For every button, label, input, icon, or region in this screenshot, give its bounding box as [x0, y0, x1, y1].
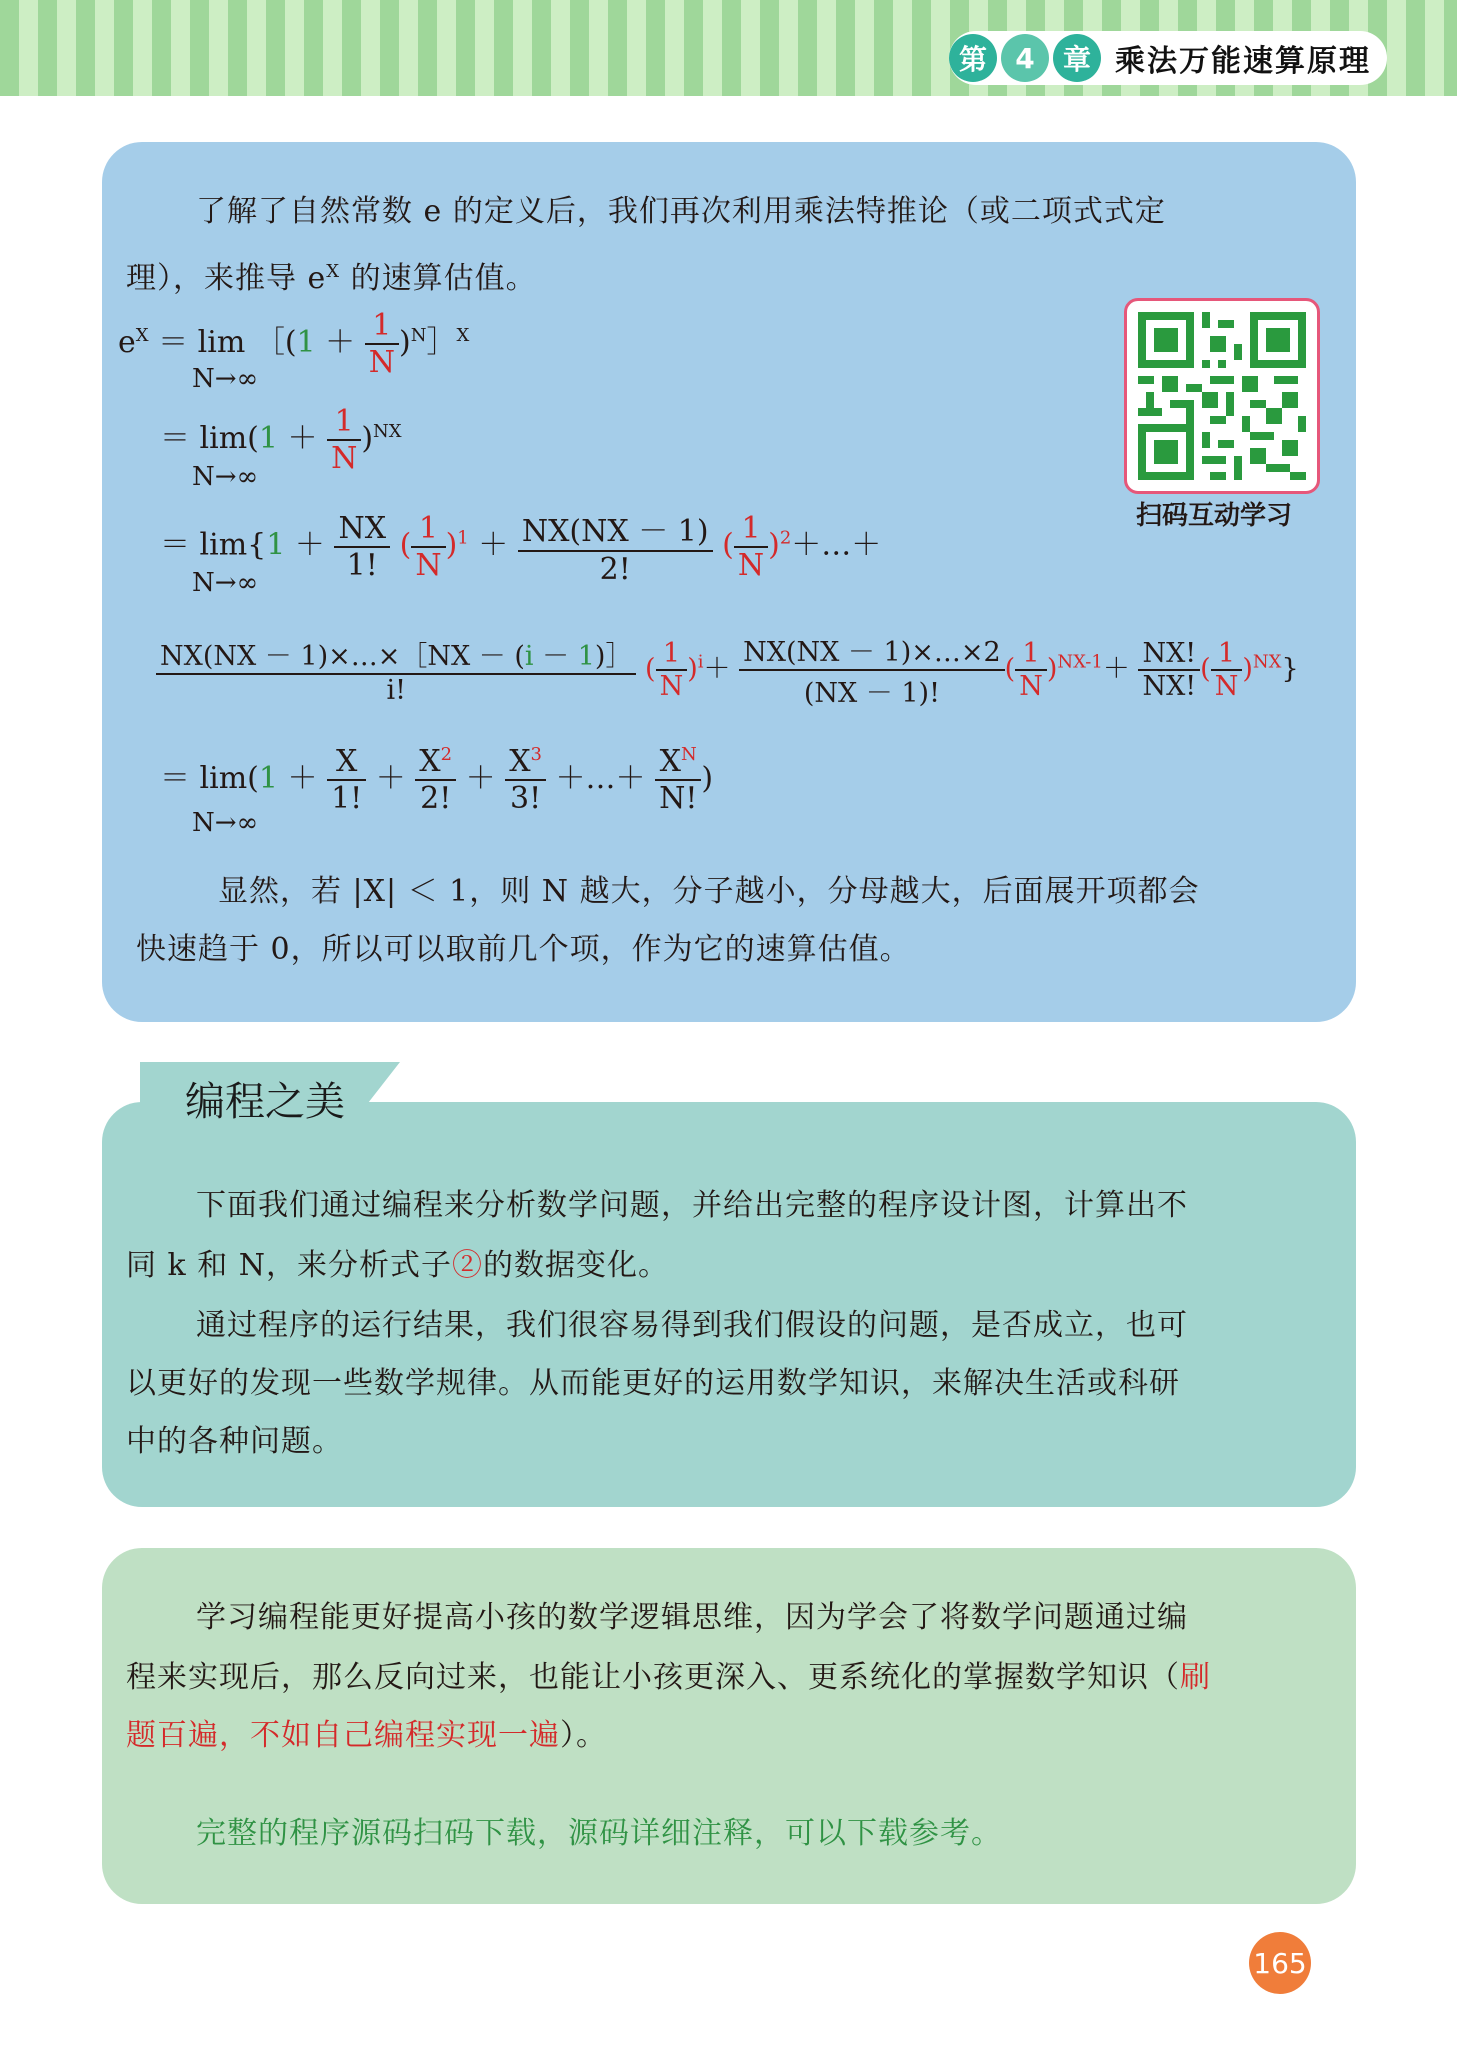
- lim-sub-1: N→∞: [192, 364, 259, 394]
- programming-tab-title: 编程之美: [185, 1079, 345, 1125]
- formula-ref-mark: ②: [452, 1248, 484, 1283]
- learning-text-a: 程来实现后，那么反向过来，也能让小孩更深入、更系统化的掌握数学知识（: [126, 1660, 1180, 1695]
- learning-text-b: ）。: [560, 1718, 607, 1753]
- formula-line-1: $e^X = \lim$ ［(1 ＋ $\frac{1}{N}$ )$^N$］$^X$: [118, 308, 470, 380]
- programming-p1-line2: [126, 1236, 669, 1296]
- learning-red-a: 刷: [1180, 1660, 1211, 1695]
- intro-text-a: 理），来推导 e: [126, 261, 327, 296]
- conclusion-line-2: 快速趋于 0，所以可以取前几个项，作为它的速算估值。: [136, 932, 911, 967]
- p1-text-a: 同 k 和 N，来分析式子: [126, 1248, 453, 1283]
- lim-sub-4: N→∞: [192, 808, 259, 838]
- chapter-header: [949, 30, 1387, 86]
- formula-line-2: ＝ lim(1 ＋ $\frac{1}{N}$ )$^{NX}$: [160, 404, 402, 476]
- chapter-number: 4: [1001, 34, 1049, 82]
- qr-code[interactable]: [1124, 298, 1320, 494]
- lim-sub-3: N→∞: [192, 568, 259, 598]
- download-note: 完整的程序源码扫码下载，源码详细注释，可以下载参考。: [196, 1816, 1002, 1851]
- learning-red-b: 题百遍，不如自己编程实现一遍: [126, 1718, 560, 1753]
- intro-sup: X: [326, 261, 341, 282]
- programming-p2-line3: 中的各种问题。: [126, 1424, 343, 1459]
- p1-text-b: 的数据变化。: [483, 1248, 670, 1283]
- formula-line-4: $\frac{NX(NX - 1)\times\dots\times[NX - (i - 1)]}{i!}$ ( $\frac{1}{N}$ )$^i$＋ $\frac{NX(NX - 1)\times\dots\times 2}{(NX - 1)!}$ ( $\frac{1}{N}$ )$^{NX-1}$＋ $\frac{NX!}{NX!}$ ( $\frac{1}{N}$ )$^{NX}$}: [156, 630, 1299, 710]
- programming-p1-line1: 下面我们通过编程来分析数学问题，并给出完整的程序设计图，计算出不: [196, 1188, 1188, 1223]
- intro-text-b: 的速算估值。: [340, 261, 537, 296]
- chapter-title: 乘法万能速算原理: [1115, 44, 1371, 79]
- qr-icon: [1138, 312, 1306, 480]
- qr-label: 扫码互动学习: [1136, 501, 1293, 531]
- intro-line-1: 了解了自然常数 e 的定义后，我们再次利用乘法特推论（或二项式式定: [196, 194, 1166, 229]
- lim-sub-2: N→∞: [192, 462, 259, 492]
- conclusion-line-1: 显然，若 |X| ＜ 1，则 N 越大，分子越小，分母越大，后面展开项都会: [218, 874, 1200, 909]
- programming-p2-line2: 以更好的发现一些数学规律。从而能更好的运用数学知识，来解决生活或科研: [126, 1366, 1180, 1401]
- formula-line-5: ＝ lim(1 ＋ $\frac{X}{1!}$ ＋ $\frac{X^2}{2!}$ ＋ $\frac{X^3}{3!}$ ＋…＋ $\frac{X^N}{N!}$ ): [160, 744, 714, 816]
- chapter-badge: [949, 31, 1387, 85]
- learning-line1: 学习编程能更好提高小孩的数学逻辑思维，因为学会了将数学问题通过编: [196, 1600, 1188, 1635]
- learning-line2: [126, 1648, 1211, 1708]
- programming-p2-line1: 通过程序的运行结果，我们很容易得到我们假设的问题，是否成立，也可: [196, 1308, 1188, 1343]
- intro-line-2: [126, 242, 537, 309]
- learning-line3: [126, 1706, 607, 1766]
- page-number: 165: [1249, 1932, 1311, 1994]
- chapter-suffix: 章: [1053, 34, 1101, 82]
- chapter-prefix: 第: [949, 34, 997, 82]
- formula-line-3: ＝ lim{1 ＋ $\frac{NX}{1!}$ ( $\frac{1}{N}$ )$^1$ ＋ $\frac{NX(NX - 1)}{2!}$ ( $\frac{1}{N}$ )$^2$＋…＋: [160, 506, 881, 587]
